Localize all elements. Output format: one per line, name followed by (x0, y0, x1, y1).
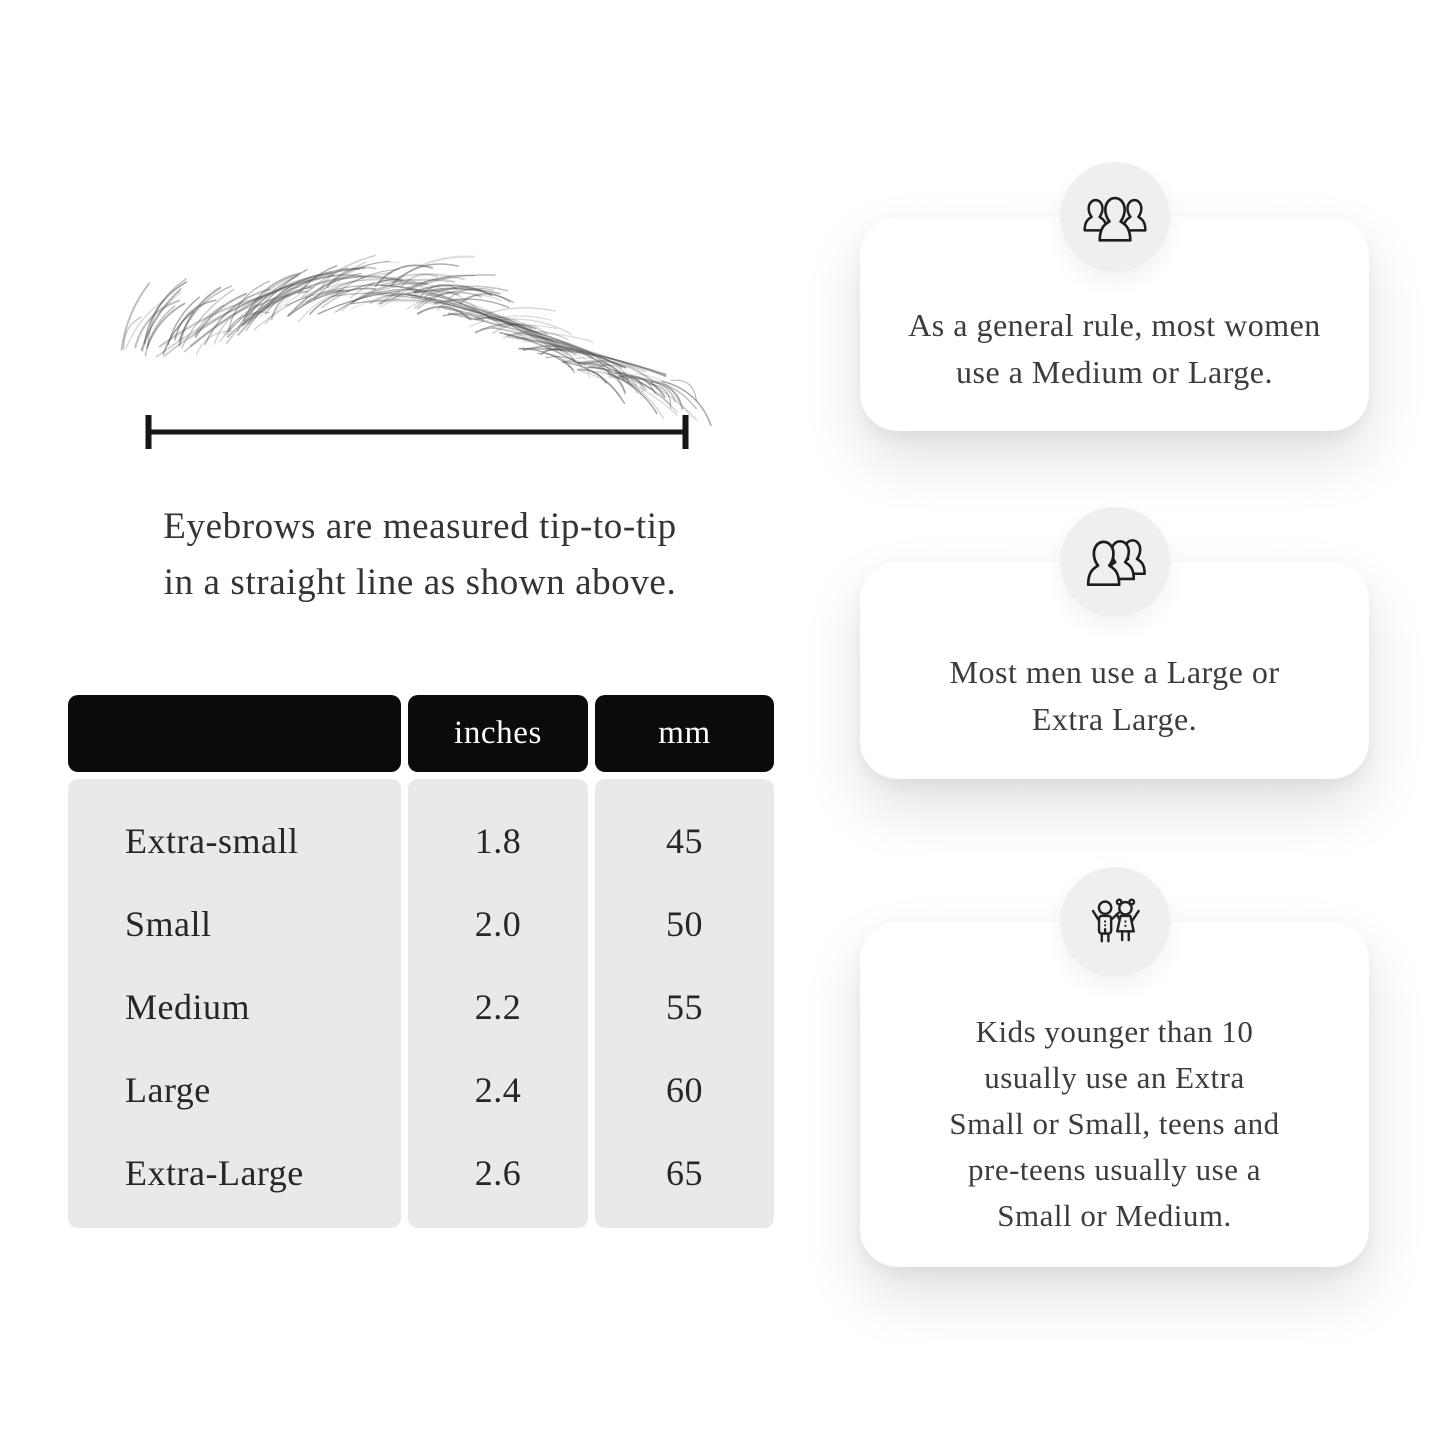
icon-circle (1060, 162, 1170, 272)
card-text-line: use a Medium or Large. (956, 354, 1273, 390)
size-table-body-labels (68, 779, 401, 1228)
card-text-line: Extra Large. (1031, 700, 1198, 737)
inches-value-cell: 2.2 (474, 986, 522, 1027)
card-text-line: Small or Small, teens and (949, 1105, 1280, 1141)
card-text-line: Small or Medium. (997, 1197, 1232, 1233)
measurement-line (144, 412, 690, 452)
mm-value-cell: 60 (666, 1069, 703, 1110)
size-table (68, 695, 774, 1228)
inches-value-cell: 1.8 (474, 820, 522, 861)
size-label-cell: Extra-small (125, 820, 299, 861)
inches-value-cell: 2.0 (474, 903, 522, 944)
size-table-header-blank (68, 695, 401, 772)
women-group-icon (1082, 189, 1148, 245)
icon-circle (1060, 867, 1170, 977)
card-text-line: As a general rule, most women (908, 307, 1321, 343)
measurement-caption (100, 499, 740, 611)
mm-value-cell: 50 (666, 903, 703, 944)
info-card-kids (860, 922, 1369, 1267)
caption-line: in a straight line as shown above. (163, 562, 677, 603)
size-table-body-inches (408, 779, 588, 1228)
size-table-body-mm (595, 779, 774, 1228)
measurement-line-svg (144, 412, 690, 452)
caption-line: Eyebrows are measured tip-to-tip (163, 506, 677, 547)
card-text-line: usually use an Extra (984, 1059, 1245, 1095)
icon-circle (1060, 507, 1170, 617)
card-text-line: pre-teens usually use a (968, 1151, 1261, 1187)
size-label-cell: Large (125, 1069, 211, 1110)
info-card-men (860, 562, 1369, 779)
card-text-line: Most men use a Large or (949, 653, 1280, 690)
size-table-header-mm: mm (595, 695, 774, 772)
size-label-cell: Medium (125, 986, 250, 1027)
size-label-cell: Small (125, 903, 212, 944)
mm-value-cell: 55 (666, 986, 703, 1027)
men-group-icon (1082, 534, 1148, 590)
size-table-column-inches (408, 695, 588, 1228)
card-text-line: Kids younger than 10 (975, 1013, 1254, 1049)
kids-icon (1082, 894, 1148, 950)
size-label-cell: Extra-Large (125, 1152, 304, 1193)
size-table-header-inches: inches (408, 695, 588, 772)
eyebrow-illustration (108, 232, 708, 412)
mm-value-cell: 65 (666, 1152, 703, 1193)
inches-value-cell: 2.6 (474, 1152, 522, 1193)
size-table-column-mm (595, 695, 774, 1228)
inches-value-cell: 2.4 (474, 1069, 522, 1110)
size-table-column-labels (68, 695, 401, 1228)
mm-value-cell: 45 (666, 820, 703, 861)
eyebrow-sketch-svg (108, 232, 708, 412)
info-card-women (860, 217, 1369, 431)
